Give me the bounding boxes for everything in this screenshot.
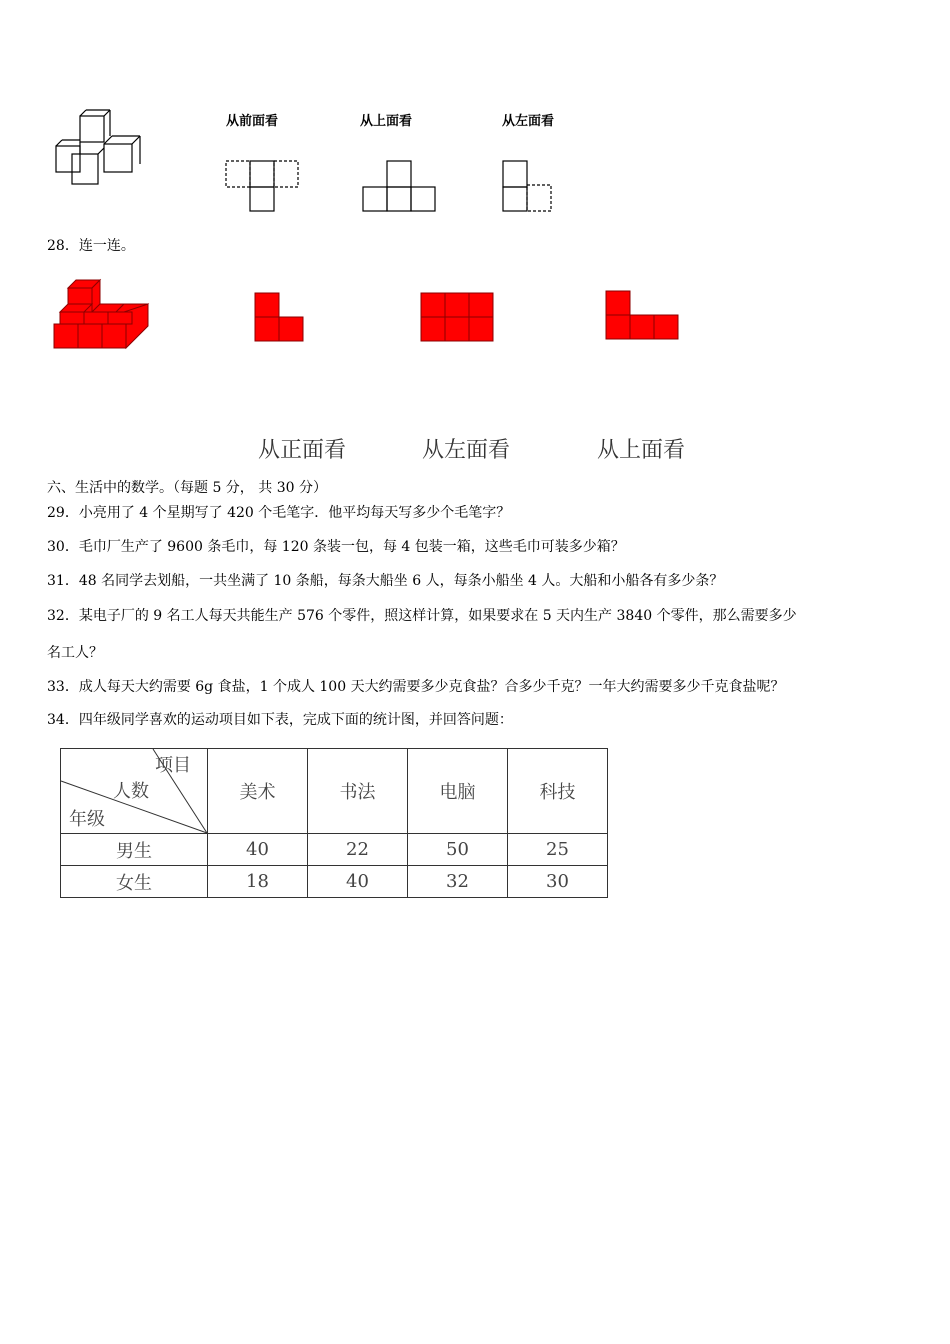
table-cell: 25 xyxy=(508,834,608,866)
table-cell: 30 xyxy=(508,866,608,898)
caption-top-view: 从上面看 xyxy=(597,438,686,463)
question-31: 31．48 名同学去划船，一共坐满了 10 条船，每条大船坐 6 人，每条小船坐 4 人。大船和小船各有多少条？ xyxy=(47,573,724,589)
cube-stack-figure xyxy=(50,108,160,188)
question-29: 29．小亮用了 4 个星期写了 420 个毛笔字．他平均每天写多少个毛笔字？ xyxy=(47,505,511,521)
table-cell: 32 xyxy=(408,866,508,898)
table-cell: 40 xyxy=(308,866,408,898)
view-caption-front: 从前面看 xyxy=(226,114,279,129)
col-header: 电脑 xyxy=(408,749,508,834)
row-label: 女生 xyxy=(61,866,208,898)
table-row xyxy=(61,834,608,866)
caption-left-view: 从左面看 xyxy=(422,438,511,463)
view-caption-left: 从左面看 xyxy=(502,114,555,129)
question-33: 33．成人每天大约需要 6g 食盐，1 个成人 100 天大约需要多少克食盐？合多少千克？一年大约需要多少千克食盐呢？ xyxy=(47,679,785,695)
table-cell: 40 xyxy=(208,834,308,866)
table-cell: 22 xyxy=(308,834,408,866)
col-header: 书法 xyxy=(308,749,408,834)
row-label: 男生 xyxy=(61,834,208,866)
top-view-outline xyxy=(362,160,442,215)
corner-label-project: 项目 xyxy=(155,755,191,776)
sports-table xyxy=(60,748,608,898)
col-header: 科技 xyxy=(508,749,608,834)
caption-front-view: 从正面看 xyxy=(258,438,347,463)
corner-label-grade: 年级 xyxy=(69,809,105,830)
red-view-l-shape xyxy=(254,292,306,344)
left-view-outline xyxy=(502,160,562,215)
question-32-line2: 名工人？ xyxy=(47,645,103,661)
question-30: 30．毛巾厂生产了 9600 条毛巾，每 120 条装一包，每 4 包装一箱，这些毛巾可装多少箱？ xyxy=(47,539,625,555)
table-header-row xyxy=(61,749,608,834)
red-view-long-l-shape xyxy=(605,290,681,342)
table-corner-cell xyxy=(61,749,208,834)
corner-label-count: 人数 xyxy=(113,781,149,802)
table-row xyxy=(61,866,608,898)
q28-title: 28．连一连。 xyxy=(47,238,135,254)
red-view-rectangle xyxy=(420,292,496,344)
view-caption-top: 从上面看 xyxy=(360,114,413,129)
table-cell: 18 xyxy=(208,866,308,898)
section-heading: 六、生活中的数学。（每题 5 分， 共 30 分） xyxy=(47,480,327,496)
red-cube-solid-figure xyxy=(52,278,152,350)
question-32-line1: 32．某电子厂的 9 名工人每天共能生产 576 个零件，照这样计算，如果要求在 5 天内生产 3840 个零件，那么需要多少 xyxy=(47,608,797,624)
table-cell: 50 xyxy=(408,834,508,866)
front-view-outline xyxy=(225,160,305,215)
question-34: 34．四年级同学喜欢的运动项目如下表，完成下面的统计图，并回答问题： xyxy=(47,712,513,728)
col-header: 美术 xyxy=(208,749,308,834)
